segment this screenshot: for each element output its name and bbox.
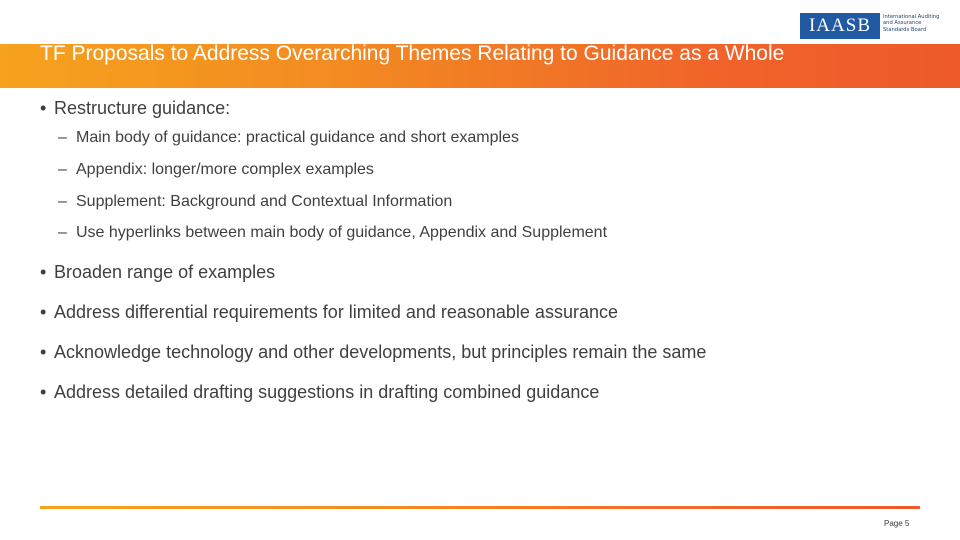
logo-line-2: and Assurance [883, 20, 922, 27]
sub-item-text: Supplement: Background and Contextual Information [76, 193, 453, 210]
iaasb-logo [800, 13, 950, 39]
slide-title: TF Proposals to Address Overarching Themes Relating to Guidance as a Whole [40, 44, 785, 65]
sub-item-supplement [58, 191, 452, 213]
bullet-text: Address detailed drafting suggestions in drafting combined guidance [54, 382, 600, 402]
bullet-mark: • [40, 262, 47, 282]
sub-item-appendix [58, 159, 374, 181]
logo-acronym: IAASB [800, 13, 880, 39]
dash-mark: – [58, 161, 67, 178]
sub-item-main-body [58, 127, 519, 149]
bullet-drafting-suggestions [40, 380, 599, 404]
bullet-text: Broaden range of examples [54, 262, 276, 282]
dash-mark: – [58, 129, 67, 146]
sub-item-text: Appendix: longer/more complex examples [76, 161, 374, 178]
bullet-restructure [40, 96, 230, 120]
bullet-broaden-examples [40, 260, 275, 284]
bullet-mark: • [40, 382, 47, 402]
bullet-mark: • [40, 98, 47, 118]
bullet-technology [40, 340, 706, 364]
dash-mark: – [58, 224, 67, 241]
sub-item-hyperlinks [58, 222, 607, 244]
bullet-text: Restructure guidance: [54, 98, 231, 118]
logo-subtitle [883, 14, 950, 33]
footer-divider [40, 506, 920, 509]
page-number: Page 5 [884, 519, 910, 528]
dash-mark: – [58, 193, 67, 210]
bullet-mark: • [40, 342, 47, 362]
bullet-differential-requirements [40, 300, 618, 324]
sub-item-text: Main body of guidance: practical guidance and short examples [76, 129, 519, 146]
logo-line-3: Standards Board [883, 26, 927, 33]
bullet-text: Acknowledge technology and other developments, but principles remain the same [54, 342, 707, 362]
bullet-text: Address differential requirements for limited and reasonable assurance [54, 302, 618, 322]
sub-item-text: Use hyperlinks between main body of guidance, Appendix and Supplement [76, 224, 608, 241]
logo-line-1: International Auditing [883, 14, 940, 20]
title-bar [0, 44, 960, 88]
bullet-mark: • [40, 302, 47, 322]
